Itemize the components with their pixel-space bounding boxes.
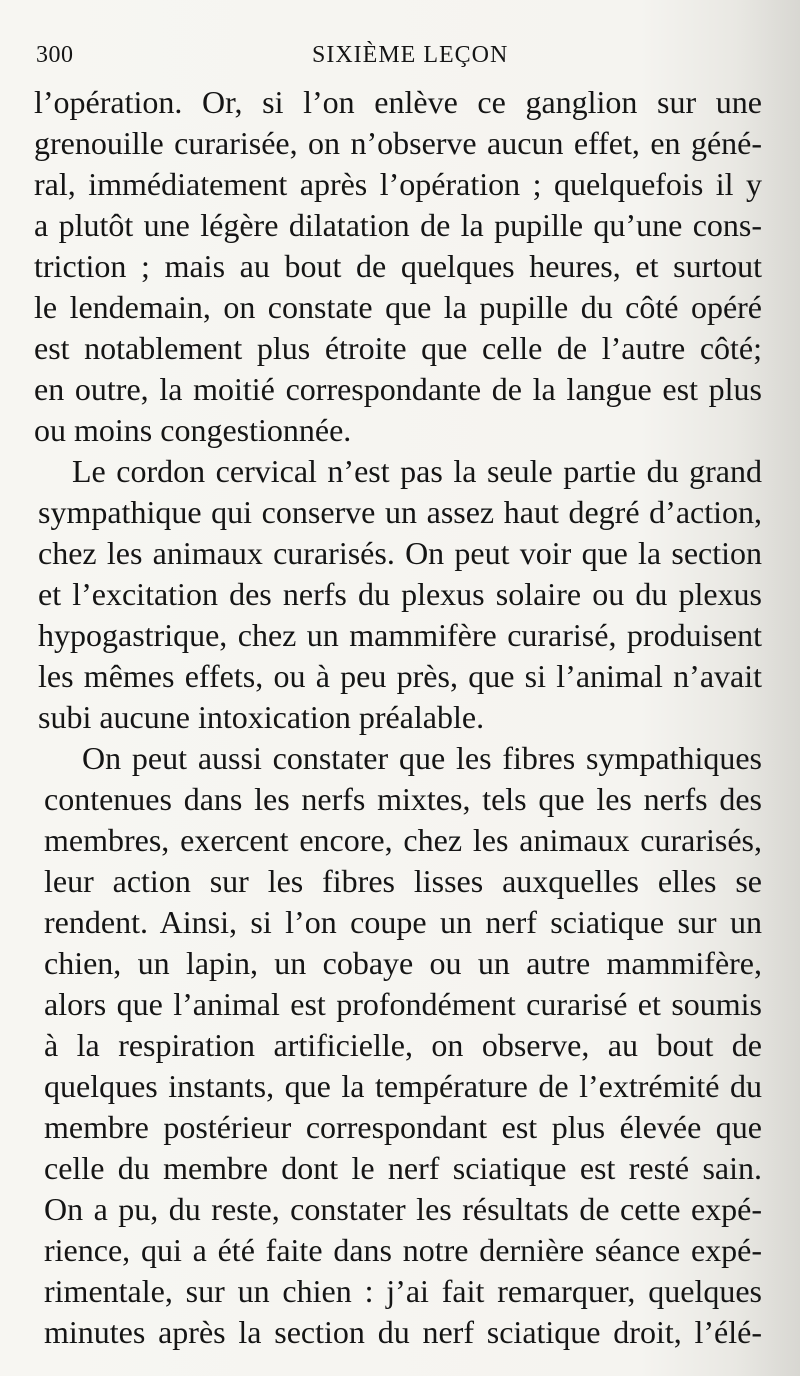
text-line: hypogastrique, chez un mammifère curarisé, produisent bbox=[38, 617, 762, 653]
text-line: minutes après la section du nerf sciatique droit, l’élé- bbox=[44, 1314, 762, 1350]
text-line: chez les animaux curarisés. On peut voir que la section bbox=[38, 535, 762, 571]
text-line: contenues dans les nerfs mixtes, tels que les nerfs des bbox=[44, 781, 762, 817]
text-line: On a pu, du reste, constater les résultats de cette expé- bbox=[44, 1191, 762, 1227]
text-line: et l’excitation des nerfs du plexus solaire ou du plexus bbox=[38, 576, 762, 612]
body-text bbox=[34, 82, 762, 1353]
text-line: en outre, la moitié correspondante de la langue est plus bbox=[34, 371, 762, 407]
paragraph-3 bbox=[34, 738, 762, 1353]
text-line: rience, qui a été faite dans notre dernière séance expé- bbox=[44, 1232, 762, 1268]
text-line: membres, exercent encore, chez les animaux curarisés, bbox=[44, 822, 762, 858]
text-line: est notablement plus étroite que celle de l’autre côté; bbox=[34, 330, 762, 366]
page-header bbox=[36, 38, 509, 78]
text-line: leur action sur les fibres lisses auxquelles elles se bbox=[44, 863, 762, 899]
text-line: alors que l’animal est profondément curarisé et soumis bbox=[44, 986, 762, 1022]
page-number: 300 bbox=[36, 42, 74, 68]
text-line: subi aucune intoxication préalable. bbox=[38, 699, 485, 735]
paragraph-2 bbox=[34, 451, 762, 738]
text-line: On peut aussi constater que les fibres sympathiques bbox=[82, 740, 762, 776]
text-line: sympathique qui conserve un assez haut degré d’action, bbox=[38, 494, 762, 530]
text-line: quelques instants, que la température de l’extrémité du bbox=[44, 1068, 762, 1104]
text-line: rendent. Ainsi, si l’on coupe un nerf sciatique sur un bbox=[44, 904, 762, 940]
running-head: SIXIÈME LEÇON bbox=[312, 42, 509, 68]
text-line: triction ; mais au bout de quelques heures, et surtout bbox=[34, 248, 762, 284]
text-line: le lendemain, on constate que la pupille du côté opéré bbox=[34, 289, 762, 325]
paragraph-1 bbox=[34, 82, 762, 451]
text-line: l’opération. Or, si l’on enlève ce ganglion sur une bbox=[34, 84, 762, 120]
text-line: celle du membre dont le nerf sciatique est resté sain. bbox=[44, 1150, 762, 1186]
text-line: rimentale, sur un chien : j’ai fait remarquer, quelques bbox=[44, 1273, 762, 1309]
text-line: ou moins congestionnée. bbox=[34, 412, 352, 448]
text-line: grenouille curarisée, on n’observe aucun effet, en géné- bbox=[34, 125, 762, 161]
text-line: chien, un lapin, un cobaye ou un autre mammifère, bbox=[44, 945, 762, 981]
text-line: à la respiration artificielle, on observe, au bout de bbox=[44, 1027, 762, 1063]
text-line: membre postérieur correspondant est plus élevée que bbox=[44, 1109, 762, 1145]
text-line: a plutôt une légère dilatation de la pupille qu’une cons- bbox=[34, 207, 762, 243]
text-line: Le cordon cervical n’est pas la seule partie du grand bbox=[72, 453, 762, 489]
text-line: les mêmes effets, ou à peu près, que si l’animal n’avait bbox=[38, 658, 762, 694]
text-line: ral, immédiatement après l’opération ; quelquefois il y bbox=[34, 166, 762, 202]
